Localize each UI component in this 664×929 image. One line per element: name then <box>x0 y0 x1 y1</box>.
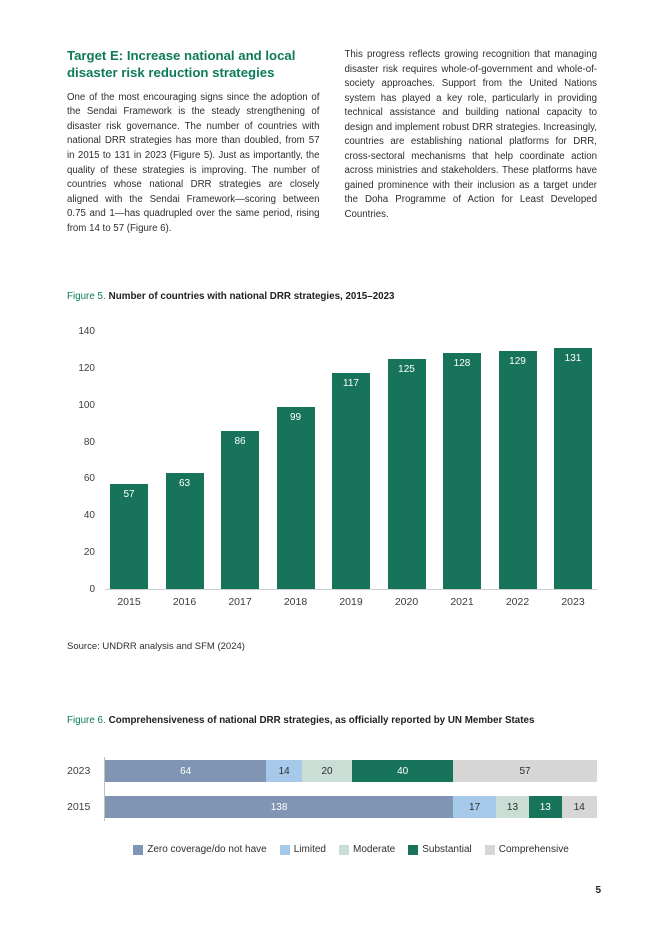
legend-label: Zero coverage/do not have <box>147 844 267 855</box>
bar <box>221 431 259 589</box>
bar <box>332 373 370 589</box>
figure6-axis-line <box>104 757 105 821</box>
figure5-caption <box>67 291 597 302</box>
y-axis-tick-label: 140 <box>78 326 95 337</box>
bar-value-label: 129 <box>509 356 526 368</box>
bar-value-label: 117 <box>343 378 359 390</box>
right-column <box>345 48 598 236</box>
bar <box>443 353 481 589</box>
legend-swatch <box>133 845 143 855</box>
bar <box>110 484 148 589</box>
x-axis-label: 2015 <box>117 596 141 608</box>
figure5-source: Source: UNDRR analysis and SFM (2024) <box>67 641 245 652</box>
intro-text-columns <box>67 48 597 236</box>
section-heading: Target E: Increase national and local disaster risk reduction strategies <box>67 48 296 80</box>
y-axis-tick-label: 80 <box>83 436 95 448</box>
bar-value-label: 86 <box>234 435 246 447</box>
figure5-bars <box>105 332 597 590</box>
left-paragraph: One of the most encouraging signs since the adoption of the Sendai Framework is the steady strengthening of disaster risk governance. The number of countries with national DRR strategies has more than doubled, from 57 in 2015 to 131 in 2023 (Figure 5). Just as importantly, the quality of these strategies is improving. The number of countries whose national DRR strategies are closely aligned with the Sendai Framework—scoring between 0.75 and 1—has quadrupled over the same period, rising from 14 to 57 (Figure 6). <box>67 91 320 234</box>
legend-item <box>485 844 569 855</box>
figure5-title: Number of countries with national DRR strategies, 2015–2023 <box>108 291 395 302</box>
stacked-bar <box>105 796 597 818</box>
y-axis-tick-label: 20 <box>83 547 95 559</box>
x-axis-label: 2016 <box>172 596 197 608</box>
bar-value-label: 63 <box>178 477 191 489</box>
legend-swatch <box>339 845 349 855</box>
bar <box>166 473 204 589</box>
x-axis-label: 2020 <box>394 596 419 608</box>
stacked-bar <box>105 760 597 782</box>
y-axis-tick-label: 60 <box>83 473 95 485</box>
row-label: 2015 <box>67 801 91 813</box>
bar-value-label: 125 <box>398 363 415 375</box>
y-axis-tick-label: 100 <box>78 399 95 411</box>
bar-value-label: 57 <box>123 488 135 500</box>
bar <box>554 348 592 589</box>
figure6-rows <box>67 760 597 818</box>
stacked-bar-row <box>67 760 597 782</box>
figure6-label: Figure 6. <box>67 715 106 726</box>
figure6-title: Comprehensiveness of national DRR strategies, as officially reported by UN Member States <box>108 715 535 726</box>
y-axis-tick-label: 120 <box>78 362 95 374</box>
bar-segment: 13 <box>529 796 562 818</box>
y-axis-tick-label: 0 <box>89 584 95 595</box>
bar-segment: 57 <box>453 760 597 782</box>
bar-value-label: 131 <box>564 352 582 364</box>
bar <box>277 407 315 589</box>
legend-item <box>408 844 471 855</box>
x-axis-label: 2022 <box>505 596 530 608</box>
legend-swatch <box>408 845 418 855</box>
legend-label: Comprehensive <box>498 844 569 855</box>
figure5-label: Figure 5. <box>67 291 106 302</box>
bar-value-label: 99 <box>289 411 302 423</box>
x-axis-label: 2019 <box>339 596 363 608</box>
legend-item <box>280 844 326 855</box>
bar <box>499 351 537 589</box>
x-axis-label: 2017 <box>228 596 252 608</box>
figure6-chart <box>67 760 597 855</box>
y-axis-tick-label: 40 <box>83 510 95 522</box>
bar-segment: 64 <box>105 760 266 782</box>
left-column <box>67 48 320 236</box>
legend-item <box>133 844 267 855</box>
figure6-legend <box>105 844 597 855</box>
figure6-caption <box>67 715 597 726</box>
figure5-x-axis <box>105 596 597 608</box>
figure5-chart <box>67 326 597 608</box>
legend-label: Moderate <box>353 844 396 855</box>
bar-value-label: 128 <box>453 358 471 370</box>
row-label: 2023 <box>67 765 91 777</box>
x-axis-label: 2018 <box>283 596 308 608</box>
right-paragraph: This progress reflects growing recognition that managing disaster risk requires whole-of-government and whole-of-society approaches. Support from the United Nations system has played a key role, particularly in providing technical assistance and building national capacity to design and implement robust DRR strategies. Increasingly, countries are establishing national platforms for DRR, cross-sectoral mechanisms that help coordinate action across ministries and stakeholders. These platforms have gained prominence with their inclusion as a target under the Doha Programme of Action for Least Developed Countries. <box>344 49 597 221</box>
bar-segment: 14 <box>266 760 301 782</box>
legend-swatch <box>485 845 495 855</box>
bar-segment: 20 <box>302 760 352 782</box>
figure5-y-axis <box>67 326 95 595</box>
legend-label: Limited <box>293 844 326 855</box>
page-number: 5 <box>595 885 601 896</box>
bar-segment: 138 <box>105 796 453 818</box>
legend-item <box>339 844 395 855</box>
bar <box>388 359 426 589</box>
bar-segment: 14 <box>562 796 597 818</box>
bar-segment: 13 <box>496 796 529 818</box>
stacked-bar-row <box>67 796 597 818</box>
legend-label: Substantial <box>422 844 472 855</box>
bar-segment: 40 <box>352 760 453 782</box>
bar-segment: 17 <box>453 796 496 818</box>
legend-swatch <box>280 845 290 855</box>
x-axis-label: 2023 <box>561 596 585 608</box>
x-axis-label: 2021 <box>450 596 474 608</box>
